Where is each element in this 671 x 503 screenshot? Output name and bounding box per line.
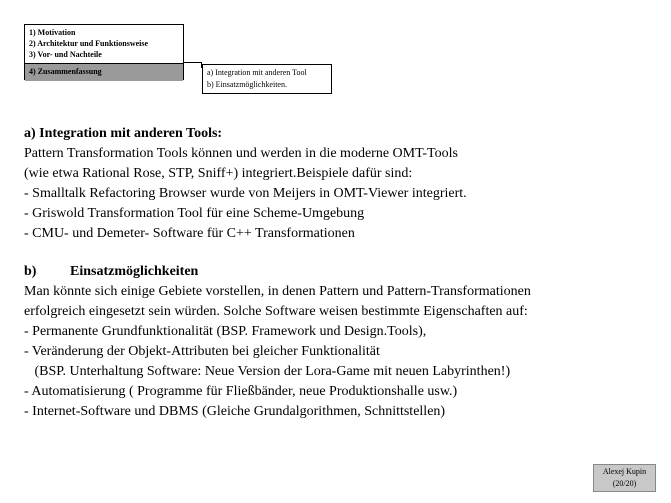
- section-b-line: - Automatisierung ( Programme für Fließbänder, neue Produktionshalle usw.): [24, 384, 458, 399]
- footer-author: Alexej Kupin: [602, 467, 647, 476]
- section-a-line: - CMU- und Demeter- Software für C++ Transformationen: [24, 226, 355, 241]
- section-a-line: (wie etwa Rational Rose, STP, Sniff+) integriert.Beispiele dafür sind:: [24, 166, 413, 181]
- section-a-line: Pattern Transformation Tools können und werden in die moderne OMT-Tools: [24, 146, 458, 161]
- section-b-line: - Internet-Software und DBMS (Gleiche Grundalgorithmen, Schnittstellen): [24, 404, 446, 419]
- outline-item-current: 4) Zusammenfassung: [25, 63, 183, 81]
- section-b-heading: [24, 262, 664, 282]
- section-spacer: [24, 244, 664, 262]
- section-b-heading-text: Einsatzmöglichkeiten: [70, 264, 199, 279]
- outline-item-architektur: 2) Architektur und Funktionsweise: [29, 39, 149, 48]
- section-b-line: - Veränderung der Objekt-Attributen bei gleicher Funktionalität: [24, 344, 380, 359]
- suboutline-item-einsatz: b) Einsatzmöglichkeiten.: [207, 80, 287, 89]
- section-b-heading-label: b): [24, 264, 37, 279]
- outline-item-vor-nachteile: 3) Vor- und Nachteile: [29, 50, 102, 59]
- slide-content: [24, 124, 664, 422]
- outline-list: [25, 25, 183, 60]
- suboutline-box: [202, 64, 332, 94]
- suboutline-item-integration: a) Integration mit anderen Tool: [207, 68, 307, 77]
- outline-item-motivation: 1) Motivation: [29, 28, 76, 37]
- footer-page-number: (20/20): [612, 479, 637, 488]
- section-a-heading: a) Integration mit anderen Tools:: [24, 126, 223, 141]
- outline-box: [24, 24, 184, 80]
- footer-badge: [593, 464, 656, 492]
- section-b-line: (BSP. Unterhaltung Software: Neue Version der Lora-Game mit neuen Labyrinthen!): [24, 364, 511, 379]
- outline-connector: [184, 62, 202, 63]
- section-b-line: - Permanente Grundfunktionalität (BSP. Framework und Design.Tools),: [24, 324, 427, 339]
- section-a-line: - Griswold Transformation Tool für eine Scheme-Umgebung: [24, 206, 365, 221]
- section-a-line: - Smalltalk Refactoring Browser wurde von Meijers in OMT-Viewer integriert.: [24, 186, 467, 201]
- section-b-line: erfolgreich eingesetzt sein würden. Solche Software weisen bestimmte Eigenschaften auf:: [24, 304, 528, 319]
- section-b-line: Man könnte sich einige Gebiete vorstellen, in denen Pattern und Pattern-Transformationen: [24, 284, 531, 299]
